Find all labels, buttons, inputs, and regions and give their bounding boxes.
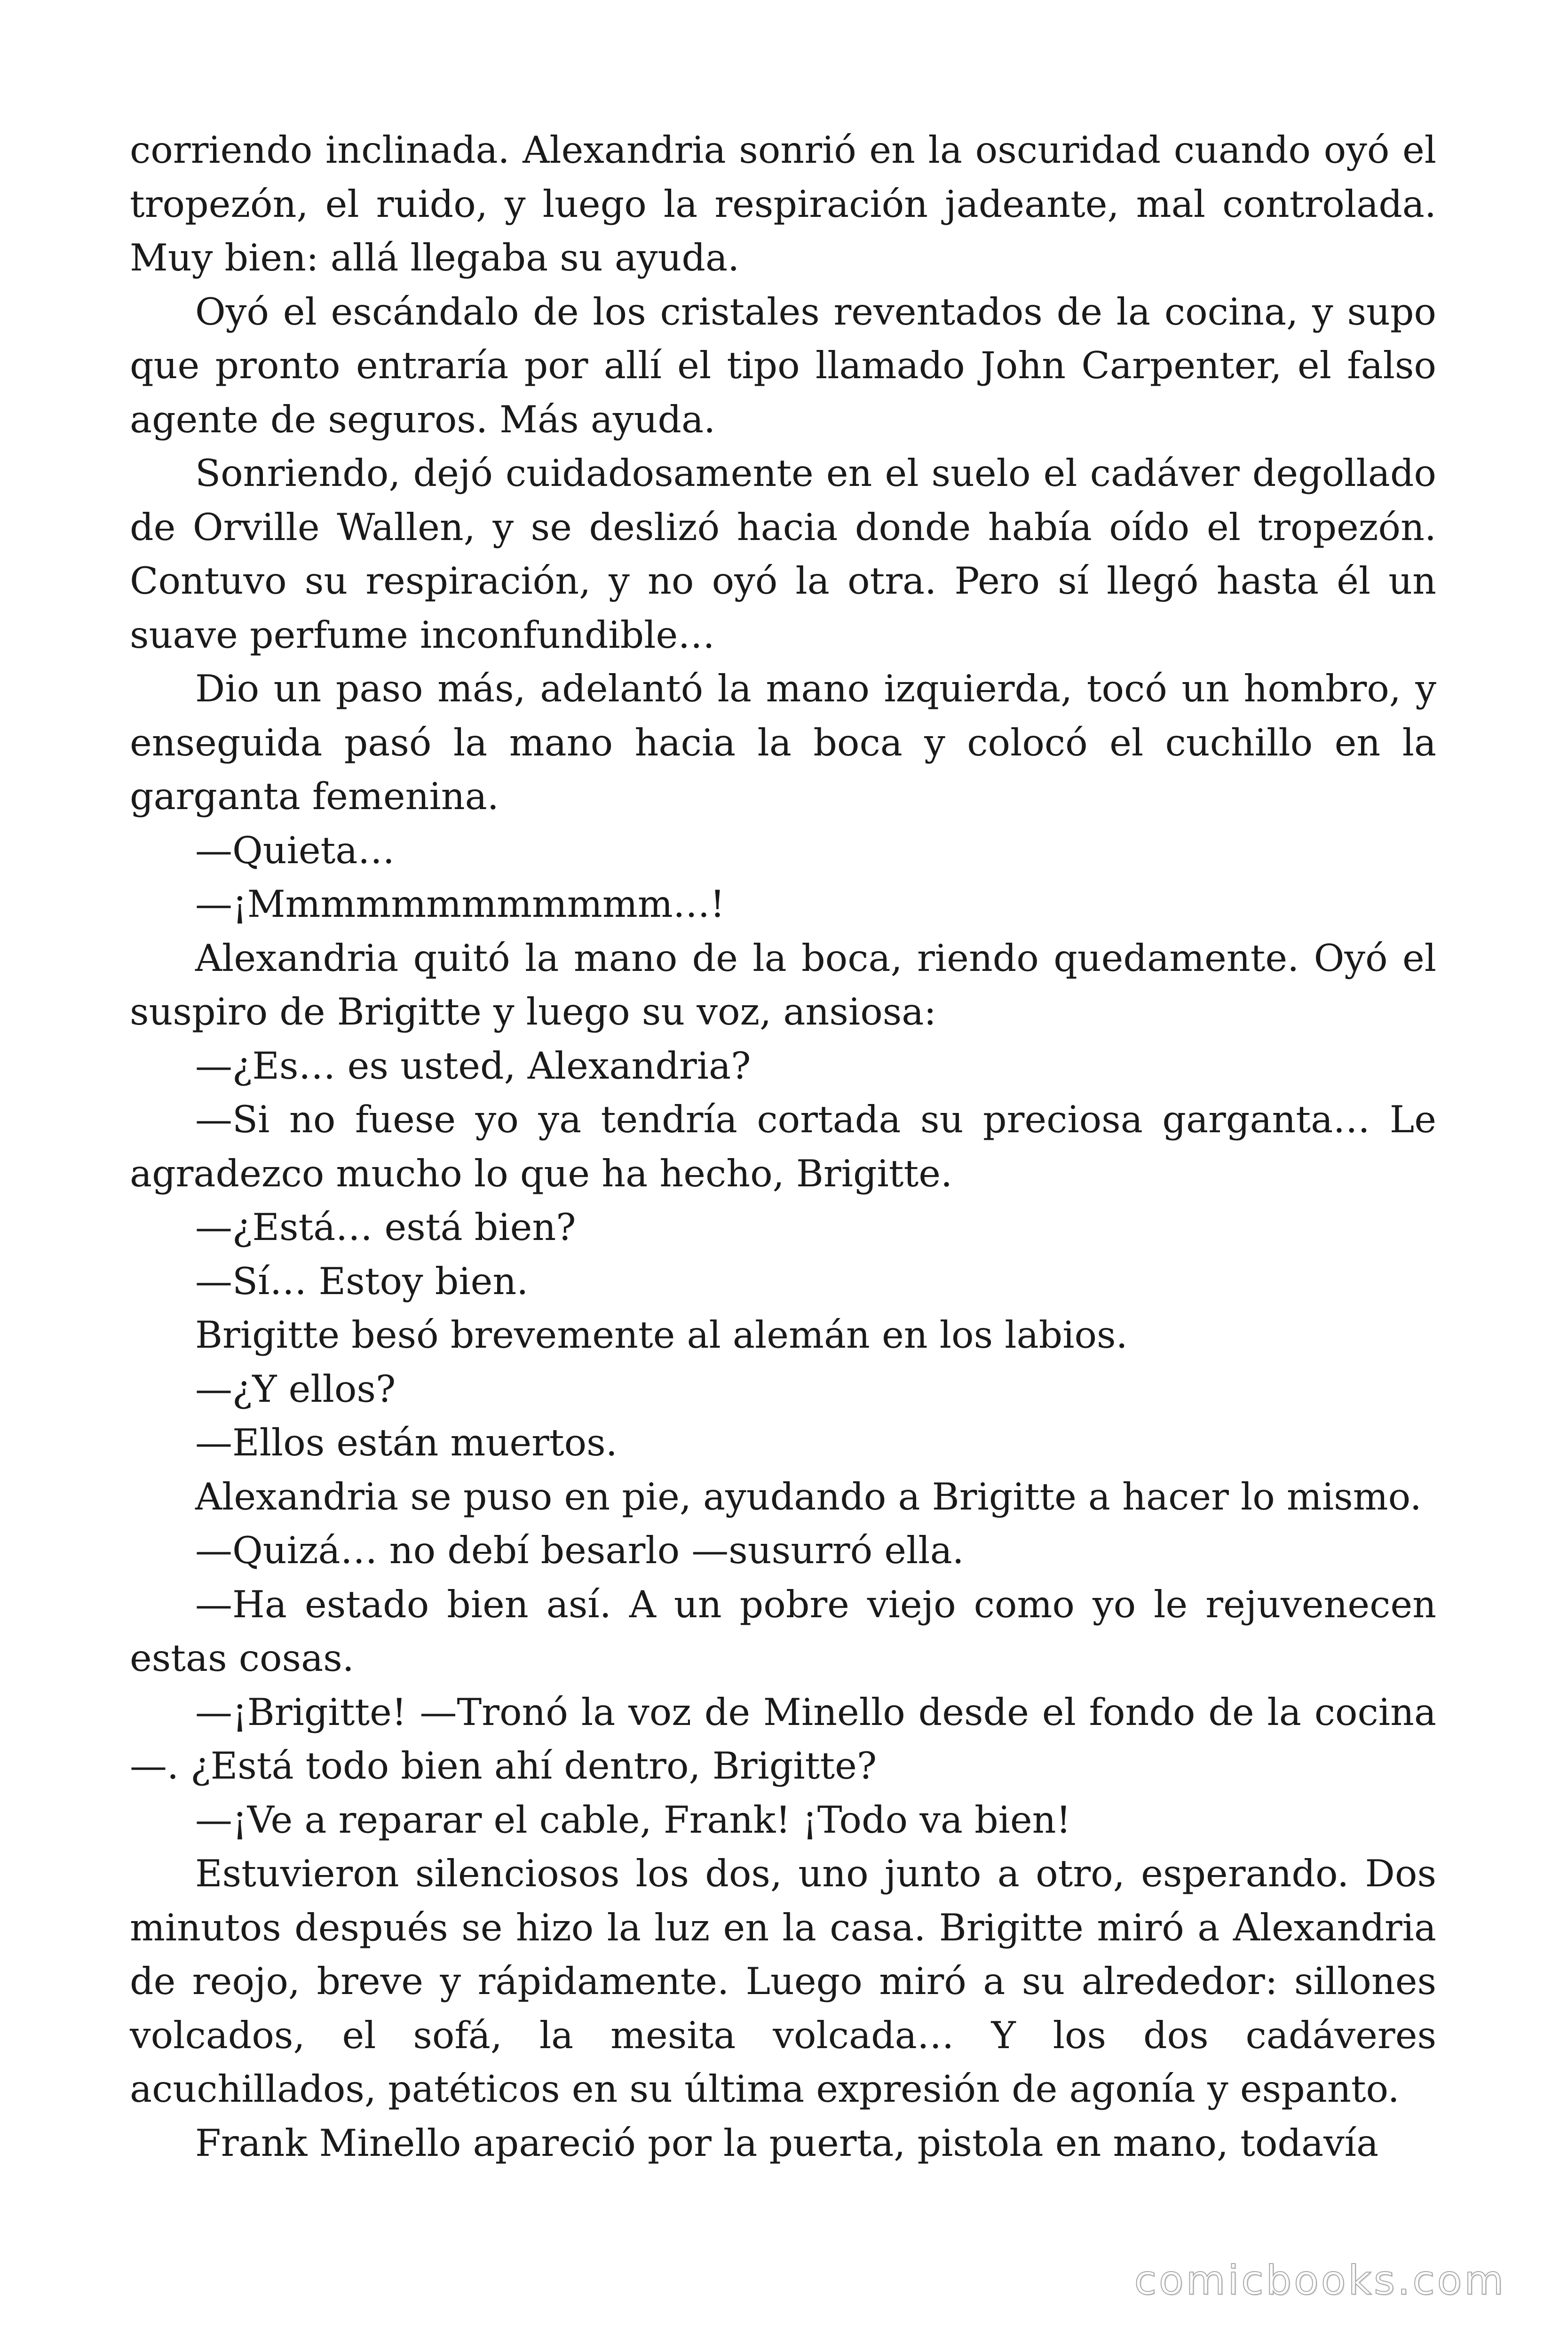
paragraph: Sonriendo, dejó cuidadosamente en el suelo el cadáver degollado de Orville Wallen, y se deslizó hacia donde había oído el tropezón. Contuvo su respiración, y no oyó la otra. Pero sí llegó hasta él un suave perfume inconfundible… [130, 452, 1436, 657]
paragraph: Oyó el escándalo de los cristales reventados de la cocina, y supo que pronto entraría por allí el tipo llamado John Carpenter, el falso agente de seguros. Más ayuda. [130, 290, 1436, 441]
paragraph: Frank Minello apareció por la puerta, pistola en mano, todavía [195, 2121, 1379, 2165]
paragraph: Dio un paso más, adelantó la mano izquierda, tocó un hombro, y enseguida pasó la mano hacia la boca y colocó el cuchillo en la garganta femenina. [130, 667, 1436, 818]
dialogue-line: —¿Y ellos? [195, 1367, 396, 1411]
paragraph: corriendo inclinada. Alexandria sonrió en la oscuridad cuando oyó el tropezón, el ruido, y luego la respiración jadeante, mal controlada. Muy bien: allá llegaba su ayuda. [130, 128, 1436, 279]
dialogue-line: —¿Es… es usted, Alexandria? [195, 1044, 751, 1088]
dialogue-line: —Quieta… [195, 828, 395, 872]
dialogue-line: —Si no fuese yo ya tendría cortada su preciosa garganta… Le agradezco mucho lo que ha hecho, Brigitte. [130, 1098, 1436, 1195]
dialogue-line: —¿Está… está bien? [195, 1206, 576, 1249]
dialogue-line: —¡Brigitte! —Tronó la voz de Minello desde el fondo de la cocina—. ¿Está todo bien ahí dentro, Brigitte? [130, 1690, 1436, 1788]
paragraph: Alexandria quitó la mano de la boca, riendo quedamente. Oyó el suspiro de Brigitte y luego su voz, ansiosa: [130, 936, 1436, 1033]
dialogue-line: —Ellos están muertos. [195, 1421, 618, 1464]
paragraph: Brigitte besó brevemente al alemán en los labios. [195, 1313, 1128, 1357]
paragraph: Alexandria se puso en pie, ayudando a Brigitte a hacer lo mismo. [195, 1475, 1422, 1518]
dialogue-line: —¡Ve a reparar el cable, Frank! ¡Todo va bien! [195, 1798, 1071, 1842]
dialogue-line: —Sí… Estoy bien. [195, 1259, 529, 1303]
paragraph: Estuvieron silenciosos los dos, uno junto a otro, esperando. Dos minutos después se hizo la luz en la casa. Brigitte miró a Alexandria de reojo, breve y rápidamente. Luego miró a su alrededor: sillones volcados, el sofá, la mesita volcada… Y los dos cadáveres acuchillados, patéticos en su última expresión de agonía y espanto. [130, 1852, 1436, 2111]
dialogue-line: —Ha estado bien así. A un pobre viejo como yo le rejuvenecen estas cosas. [130, 1582, 1436, 1680]
body-text [130, 123, 1436, 2170]
dialogue-line: —Quizá… no debí besarlo —susurró ella. [195, 1529, 964, 1572]
dialogue-line: —¡Mmmmmmmmmmmm…! [195, 882, 725, 926]
watermark-text: comicbooks.com [1134, 2257, 1506, 2304]
